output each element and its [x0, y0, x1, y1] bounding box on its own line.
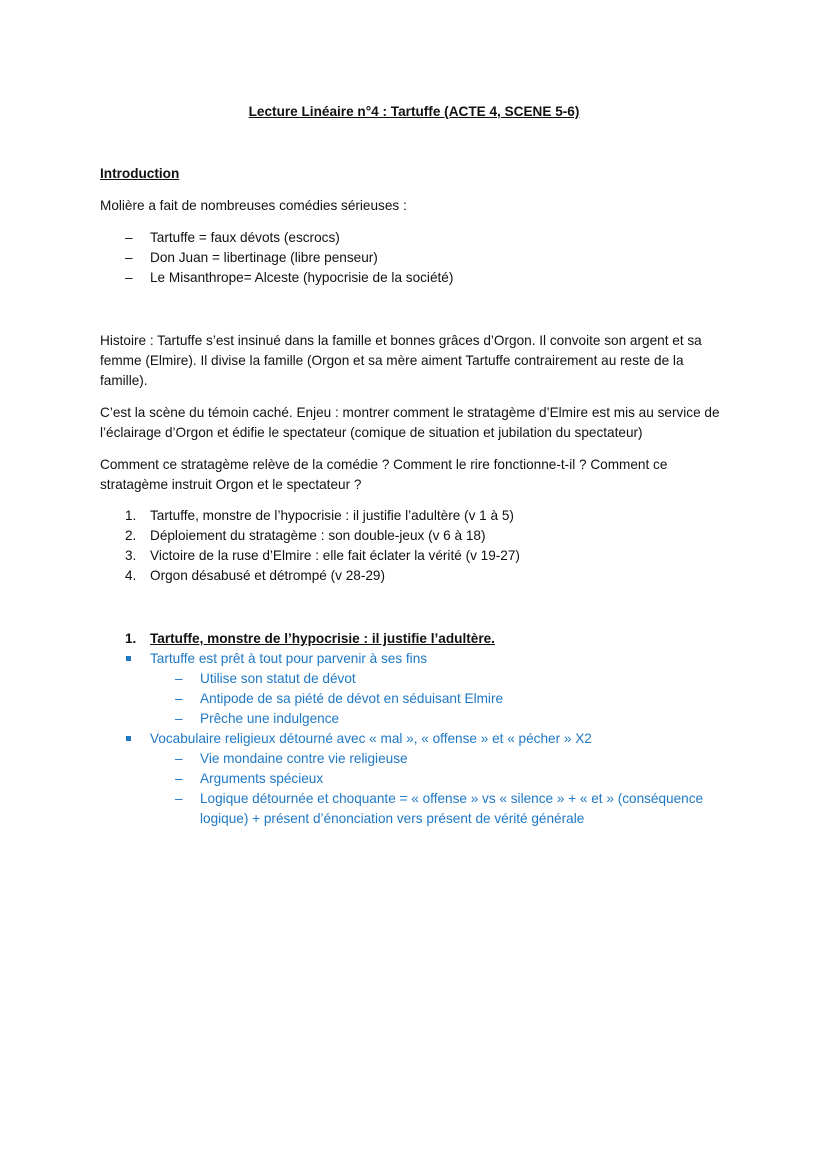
questions-paragraph: Comment ce stratagème relève de la comédie ? Comment le rire fonctionne-t-il ? Comment ce stratagème instruit Orgon et le spectateur ?: [100, 457, 668, 492]
comedies-list: [100, 228, 700, 288]
dash-marker: –: [125, 270, 133, 285]
part1-heading: 1. Tartuffe, monstre de l’hypocrisie : il justifie l’adultère. Tartuffe est prêt à tout pour parvenir à ses fins – Utilise son statut de dévot – Antipode de sa piété de dévot en séduisant Elmire – Prêche une indulgence Vocabulaire religieux détourné avec « mal », « offense » et « pécher » X2 – Vie mondaine contre vie religieuse – Arguments spécieux – Logique détournée et choquante = « offense » vs « silence » + « et » (conséquence logique) + présent d’énonciation vers présent de vérité générale: [100, 629, 740, 829]
plan-list: [100, 506, 700, 586]
list-item: – Vie mondaine contre vie religieuse: [150, 749, 740, 769]
list-item: – Le Misanthrope= Alceste (hypocrisie de la société): [100, 268, 700, 288]
list-item: – Don Juan = libertinage (libre penseur): [100, 248, 700, 268]
list-item: Tartuffe est prêt à tout pour parvenir à ses fins – Utilise son statut de dévot – Antipode de sa piété de dévot en séduisant Elmire – Prêche une indulgence: [100, 649, 740, 729]
introduction-heading: Introduction: [100, 166, 180, 181]
dash-marker: –: [175, 671, 183, 686]
dash-marker: –: [175, 691, 183, 706]
list-item: 3. Victoire de la ruse d’Elmire : elle fait éclater la vérité (v 19-27): [125, 548, 520, 563]
intro-lead: Molière a fait de nombreuses comédies sérieuses :: [100, 198, 407, 213]
list-item: – Arguments spécieux: [150, 769, 740, 789]
dash-marker: –: [125, 230, 133, 245]
list-item: – Logique détournée et choquante = « offense » vs « silence » + « et » (conséquence logique) + présent d’énonciation vers présent de vérité générale: [175, 791, 704, 826]
list-item: – Utilise son statut de dévot: [150, 669, 740, 689]
list-item: – Tartuffe = faux dévots (escrocs): [100, 228, 700, 248]
list-item: – Antipode de sa piété de dévot en séduisant Elmire: [150, 689, 740, 709]
square-bullet-icon: [126, 656, 131, 661]
part1-title: Tartuffe, monstre de l’hypocrisie : il justifie l’adultère.: [150, 631, 495, 646]
list-item: 4. Orgon désabusé et détrompé (v 28-29): [125, 568, 386, 583]
histoire-paragraph: Histoire : Tartuffe s’est insinué dans la famille et bonnes grâces d’Orgon. Il convoite son argent et sa femme (Elmire). Il divise la famille (Orgon et sa mère aiment Tartuffe contrairement au reste de la famille).: [100, 333, 702, 388]
dash-marker: –: [175, 751, 183, 766]
dash-marker: –: [175, 711, 183, 726]
document-title: Lecture Linéaire n°4 : Tartuffe (ACTE 4, SCENE 5-6): [248, 104, 580, 119]
sub-list: [150, 669, 740, 729]
part1-section: [100, 629, 740, 829]
scene-paragraph: C’est la scène du témoin caché. Enjeu : montrer comment le stratagème d’Elmire est mis au service de l’éclairage d’Orgon et édifie le spectateur (comique de situation et jubilation du spectateur): [100, 405, 720, 440]
dash-marker: –: [175, 791, 183, 806]
part1-points: [100, 649, 740, 829]
dash-marker: –: [175, 771, 183, 786]
list-item: 1. Tartuffe, monstre de l’hypocrisie : il justifie l’adultère (v 1 à 5): [125, 508, 514, 523]
list-item: Vocabulaire religieux détourné avec « mal », « offense » et « pécher » X2 – Vie mondaine contre vie religieuse – Arguments spécieux – Logique détournée et choquante = « offense » vs « silence » + « et » (conséquence logique) + présent d’énonciation vers présent de vérité générale: [100, 729, 740, 829]
dash-marker: –: [125, 250, 133, 265]
list-item: 2. Déploiement du stratagème : son double-jeux (v 6 à 18): [125, 528, 486, 543]
sub-list: [150, 749, 740, 829]
list-item: – Prêche une indulgence: [150, 709, 740, 729]
square-bullet-icon: [126, 736, 131, 741]
